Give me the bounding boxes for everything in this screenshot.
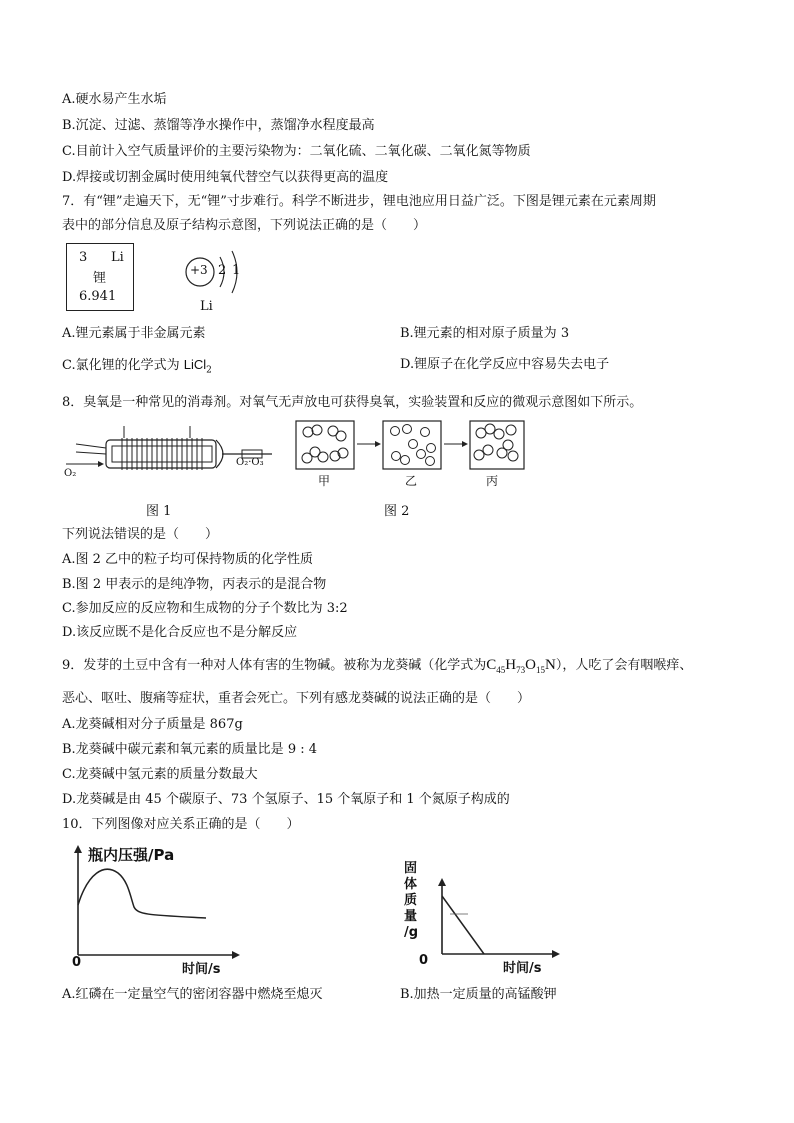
graph-a-ylabel: 瓶内压强/Pa — [88, 846, 175, 864]
shell2-electrons: 1 — [232, 263, 241, 278]
q8-option-a: A.图 2 乙中的粒子均可保持物质的化学性质 — [62, 552, 314, 567]
box-label-jia: 甲 — [318, 474, 331, 488]
q8-option-b: B.图 2 甲表示的是纯净物，丙表示的是混合物 — [62, 577, 327, 592]
atomic-mass: 6.941 — [79, 289, 117, 304]
outlet-gas-label: O₂·O₃ — [236, 457, 264, 468]
element-name: 锂 — [93, 271, 107, 286]
q6-option-c: C.目前计入空气质量评价的主要污染物为：二氧化硫、二氧化碳、二氧化氮等物质 — [62, 144, 531, 159]
nucleus-charge: +3 — [190, 263, 208, 277]
element-symbol: Li — [111, 250, 124, 265]
atomic-number: 3 — [79, 250, 88, 265]
graph-b-xlabel: 时间/s — [503, 961, 542, 976]
q9-stem-line1: 9．发芽的土豆中含有一种对人体有害的生物碱。被称为龙葵碱（化学式为$C_{45}H_{73}O_{15}N$），人吃了会有咽喉痒、 — [62, 657, 693, 675]
q7-option-a: A.锂元素属于非金属元素 — [62, 326, 206, 341]
q9-stem-line2: 恶心、呕吐、腹痛等症状，重者会死亡。下列有感龙葵碱的说法正确的是（ ） — [62, 691, 531, 706]
q7-stem-line1: 7．有“锂”走遍天下，无“锂”寸步难行。科学不断进步，锂电池应用日益广泛。下图是锂元素在元素周期 — [62, 194, 656, 209]
figure-1-caption: 图 1 — [146, 504, 172, 519]
figure-2-caption: 图 2 — [384, 504, 410, 519]
q8-question: 下列说法错误的是（ ） — [62, 527, 219, 542]
atom-label: Li — [200, 299, 213, 314]
solanine-formula: $C_{45}H_{73}O_{15}N$ — [486, 657, 556, 675]
periodic-table-cell — [66, 243, 134, 311]
q10-option-b: B.加热一定质量的高锰酸钾 — [400, 987, 557, 1002]
q7-stem-line2: 表中的部分信息及原子结构示意图，下列说法正确的是（ ） — [62, 218, 427, 233]
q6-option-a: A.硬水易产生水垢 — [62, 92, 167, 107]
q6-option-b: B.沉淀、过滤、蒸馏等净水操作中，蒸馏净水程度最高 — [62, 118, 375, 133]
graph-b-ylabel: 固 体 质 量 /g — [404, 861, 419, 940]
molecule-reaction-diagram — [295, 420, 525, 472]
q7-option-c: C.氯化锂的化学式为 LiCl$_2$ — [62, 357, 212, 376]
q8-option-d: D.该反应既不是化合反应也不是分解反应 — [62, 625, 298, 640]
q8-stem: 8．臭氧是一种常见的消毒剂。对氧气无声放电可获得臭氧，实验装置和反应的微观示意图如下所示。 — [62, 395, 643, 410]
q7-option-b: B.锂元素的相对原子质量为 3 — [400, 326, 570, 341]
ozone-generator-apparatus — [62, 418, 287, 482]
graph-b-origin: 0 — [419, 953, 429, 968]
graph-a-origin: 0 — [72, 955, 82, 970]
q10-option-a: A.红磷在一定量空气的密闭容器中燃烧至熄灭 — [62, 987, 323, 1002]
q9-option-a: A.龙葵碱相对分子质量是 867g — [62, 717, 243, 732]
graph-b-mass-curve — [432, 876, 562, 958]
q6-option-d: D.焊接或切割金属时使用纯氧代替空气以获得更高的温度 — [62, 170, 389, 185]
q8-option-c: C.参加反应的反应物和生成物的分子个数比为 3:2 — [62, 601, 348, 616]
box-label-yi: 乙 — [405, 474, 418, 488]
inlet-o2-label: O₂ — [64, 468, 77, 479]
q10-stem: 10．下列图像对应关系正确的是（ ） — [62, 817, 300, 832]
q9-option-c: C.龙葵碱中氢元素的质量分数最大 — [62, 767, 258, 782]
graph-a-xlabel: 时间/s — [182, 962, 221, 977]
shell1-electrons: 2 — [218, 263, 227, 278]
q9-option-d: D.龙葵碱是由 45 个碳原子、73 个氢原子、15 个氧原子和 1 个氮原子构成的 — [62, 792, 510, 807]
q9-option-b: B.龙葵碱中碳元素和氧元素的质量比是 9 : 4 — [62, 742, 318, 757]
box-label-bing: 丙 — [486, 474, 499, 488]
q7-option-d: D.锂原子在化学反应中容易失去电子 — [400, 357, 610, 372]
